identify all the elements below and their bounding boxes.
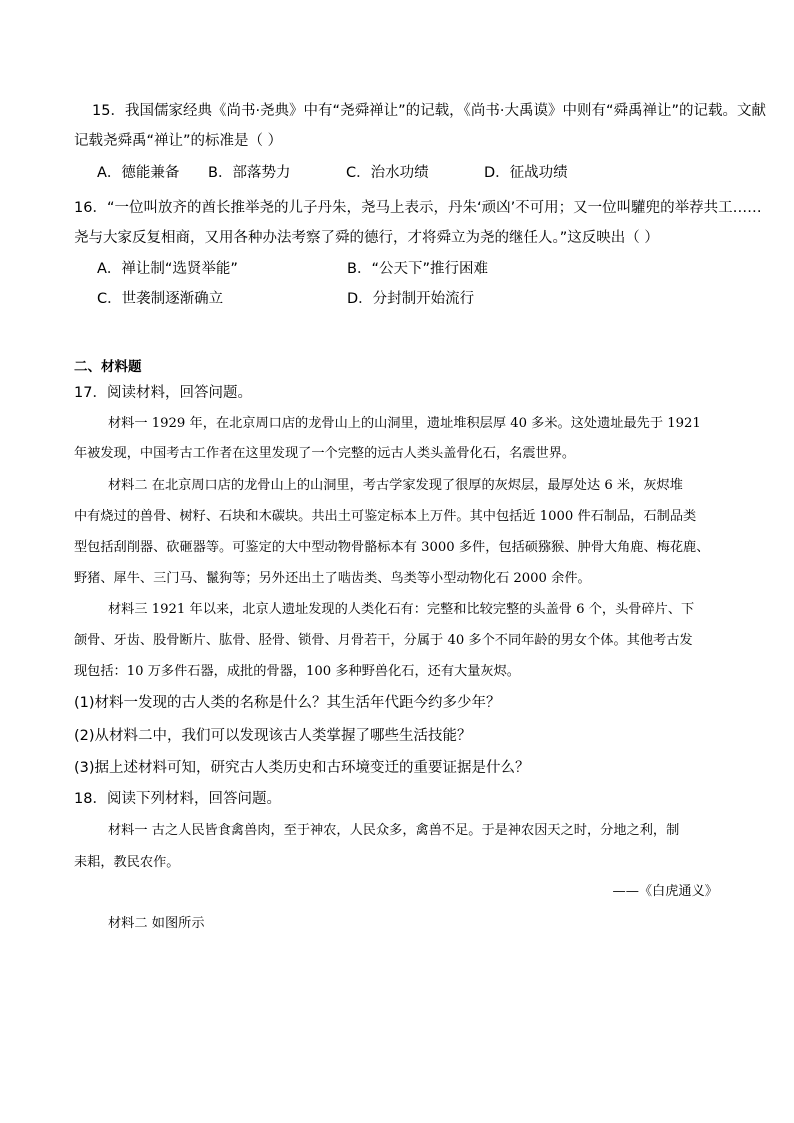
q18-material1-line1: 材料一 古之人民皆食禽兽肉，至于神农，人民众多，禽兽不足。于是神农因天之时，分地之利，制 <box>108 823 680 838</box>
q16-option-c[interactable]: C．世袭制逐渐确立 <box>97 291 224 307</box>
q15-option-a[interactable]: A．德能兼备 <box>97 165 180 181</box>
q17-material2-line2: 中有烧过的兽骨、树籽、石块和木碳块。共出土可鉴定标本上万件。其中包括近 1000 件石制品，石制品类 <box>74 509 697 524</box>
q17-material2-line3: 型包括刮削器、砍砸器等。可鉴定的大中型动物骨骼标本有 3000 多件，包括硕猕猴、肿骨大角鹿、梅花鹿、 <box>74 540 710 555</box>
q15-option-b[interactable]: B．部落势力 <box>208 165 291 181</box>
q17-material1-line1: 材料一 1929 年，在北京周口店的龙骨山上的山洞里，遗址堆积层厚 40 多米。这处遗址最先于 1921 <box>108 416 701 431</box>
q17-material3-line1: 材料三 1921 年以来，北京人遗址发现的人类化石有：完整和比较完整的头盖骨 6 个，头骨碎片、下 <box>108 602 695 617</box>
q16-stem-line2: 尧与大家反复相商，又用各种办法考察了舜的德行，才将舜立为尧的继任人。”这反映出（ ） <box>74 230 659 246</box>
q18-material1-line2: 耒耜，教民农作。 <box>74 855 180 870</box>
q17-subquestion-1: (1)材料一发现的古人类的名称是什么？其生活年代距今约多少年？ <box>74 695 501 711</box>
q17-material3-line3: 现包括：10 万多件石器，成批的骨器，100 多种野兽化石，还有大量灰烬。 <box>74 664 520 679</box>
q16-option-a[interactable]: A．禅让制“选贤举能” <box>97 261 238 277</box>
q17-subquestion-2: (2)从材料二中，我们可以发现该古人类掌握了哪些生活技能？ <box>74 728 472 744</box>
q18-material1-source: ——《白虎通义》 <box>612 884 718 899</box>
q17-material2-line1: 材料二 在北京周口店的龙骨山上的山洞里，考古学家发现了很厚的灰烬层，最厚处达 6 米，灰烬堆 <box>108 478 683 493</box>
q15-option-c[interactable]: C．治水功绩 <box>346 165 429 181</box>
q18-intro: 18．阅读下列材料，回答问题。 <box>74 791 281 807</box>
section-heading: 二、材料题 <box>74 359 142 375</box>
q18-material2-label: 材料二 如图所示 <box>108 916 205 931</box>
q17-intro: 17．阅读材料，回答问题。 <box>74 385 252 401</box>
q15-stem-line1: 15．我国儒家经典《尚书·尧典》中有“尧舜禅让”的记载，《尚书·大禹谟》中则有“舜禹禅让”的记载。文献 <box>92 103 766 119</box>
q16-option-b[interactable]: B．“公天下”推行困难 <box>347 261 488 277</box>
q17-material3-line2: 颌骨、牙齿、股骨断片、肱骨、胫骨、锁骨、月骨若干，分属于 40 多个不同年龄的男女个体。其他考古发 <box>74 633 693 648</box>
q17-material2-line4: 野猪、犀牛、三门马、鬣狗等；另外还出土了啮齿类、鸟类等小型动物化石 2000 余件。 <box>74 571 591 586</box>
q16-stem-line1: 16．“一位叫放齐的酋长推举尧的儿子丹朱，尧马上表示，丹朱‘顽凶’不可用；又一位叫驩兜的举荐共工…… <box>74 200 762 216</box>
q15-stem-line2: 记载尧舜禹“禅让”的标准是（ ） <box>74 133 283 149</box>
q17-subquestion-3: (3)据上述材料可知，研究古人类历史和古环境变迁的重要证据是什么？ <box>74 760 530 776</box>
q17-material1-line2: 年被发现，中国考古工作者在这里发现了一个完整的远古人类头盖骨化石，名震世界。 <box>74 446 576 461</box>
q15-option-d[interactable]: D．征战功绩 <box>484 165 568 181</box>
q16-option-d[interactable]: D．分封制开始流行 <box>347 291 475 307</box>
